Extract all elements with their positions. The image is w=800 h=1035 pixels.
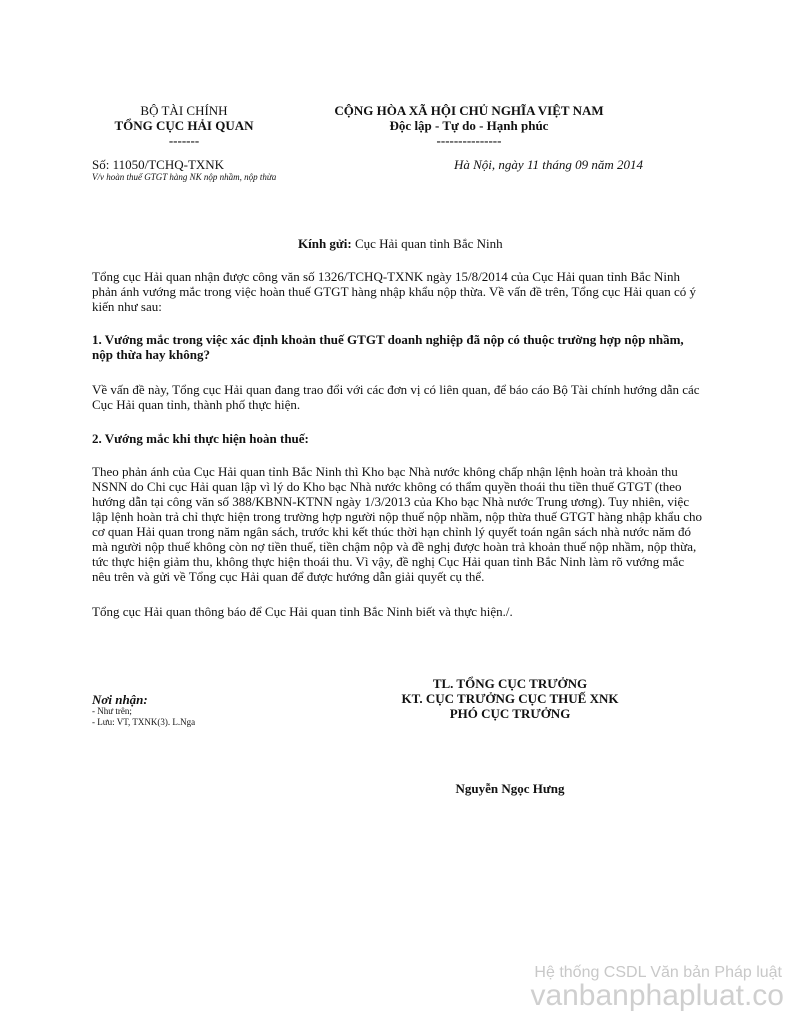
intro-paragraph: Tổng cục Hải quan nhận được công văn số 1326/TCHQ-TXNK ngày 15/8/2014 của Cục Hải quan tỉnh Bắc Ninh phản ánh vướng mắc trong việc hoàn thuế GTGT hàng nhập khẩu nộp thừa. Về vấn đề trên, Tổng cục Hải quan có ý kiến như sau: bbox=[92, 269, 696, 314]
place-and-date: Hà Nội, ngày 11 tháng 09 năm 2014 bbox=[454, 157, 643, 172]
signature-authority-line2: KT. CỤC TRƯỞNG CỤC THUẾ XNK bbox=[401, 691, 619, 706]
recipients-list bbox=[92, 706, 195, 728]
signer-name: Nguyễn Ngọc Hưng bbox=[455, 781, 565, 796]
closing-paragraph: Tổng cục Hải quan thông báo để Cục Hải quan tỉnh Bắc Ninh biết và thực hiện./. bbox=[92, 604, 513, 619]
watermark-site: vanbanphapluat.co bbox=[530, 979, 784, 1012]
recipient-name: Cục Hải quan tỉnh Bắc Ninh bbox=[351, 236, 503, 251]
department-name: TỔNG CỤC HẢI QUAN bbox=[114, 118, 254, 133]
recipients-title: Nơi nhận: bbox=[92, 692, 148, 707]
section-heading-1: 1. Vướng mắc trong việc xác định khoản thuế GTGT doanh nghiệp đã nộp có thuộc trường hợp nộp nhầm, nộp thừa hay không? bbox=[92, 332, 684, 362]
document-number: Số: 11050/TCHQ-TXNK bbox=[92, 157, 225, 172]
recipients-item: - Lưu: VT, TXNK(3). L.Nga bbox=[92, 717, 196, 727]
signature-authority-line1: TL. TỔNG CỤC TRƯỞNG bbox=[432, 676, 588, 691]
document-subject: V/v hoàn thuế GTGT hàng NK nộp nhầm, nộp thừa bbox=[92, 172, 277, 182]
header-left-separator: ------- bbox=[168, 133, 200, 148]
section-paragraph-2: Theo phản ánh của Cục Hải quan tỉnh Bắc Ninh thì Kho bạc Nhà nước không chấp nhận lệnh hoàn trả khoản thu NSNN do Chi cục Hải quan lập vì lý do Kho bạc Nhà nước không có thẩm quyền thoái thu tiền thuế GTGT (theo hướng dẫn tại công văn số 388/KBNN-KTNN ngày 1/3/2013 của Kho bạc Nhà nước Trung ương). Tuy nhiên, việc lập lệnh hoàn trả chỉ thực hiện trong trường hợp người nộp thuế nộp nhầm, nộp thừa thuế GTGT hàng nhập khẩu cho cơ quan Hải quan trong năm ngân sách, trước khi kết thúc thời hạn chỉnh lý quyết toán ngân sách nhà nước năm đó mà người nộp thuế không còn nợ tiền thuế, tiền chậm nộp và đề nghị được hoàn trả khoản thuế nộp nhầm, nộp thừa, tức thực hiện giảm thu, không thực hiện thoái thu. Vì vậy, đề nghị Cục Hải quan tỉnh Bắc Ninh làm rõ vướng mắc nêu trên và gửi về Tổng cục Hải quan để được hướng dẫn giải quyết cụ thể. bbox=[92, 464, 702, 584]
issuing-agency-header bbox=[92, 103, 276, 148]
signature-block bbox=[350, 676, 670, 721]
section-paragraph-1: Về vấn đề này, Tổng cục Hải quan đang trao đổi với các đơn vị có liên quan, để báo cáo Bộ Tài chính hướng dẫn các Cục Hải quan tỉnh, thành phố thực hiện. bbox=[92, 382, 700, 412]
header-right-separator: --------------- bbox=[436, 133, 502, 148]
recipient-label: Kính gửi: bbox=[298, 236, 352, 251]
recipient-line bbox=[298, 236, 503, 251]
watermark-caption: Hệ thống CSDL Văn bản Pháp luật bbox=[534, 964, 782, 981]
section-heading-2: 2. Vướng mắc khi thực hiện hoàn thuế: bbox=[92, 431, 309, 446]
recipients-item: - Như trên; bbox=[92, 706, 132, 716]
national-motto-header bbox=[318, 103, 620, 148]
signature-authority-line3: PHÓ CỤC TRƯỞNG bbox=[449, 706, 571, 721]
ministry-name: BỘ TÀI CHÍNH bbox=[140, 103, 228, 118]
country-name: CỘNG HÒA XÃ HỘI CHỦ NGHĨA VIỆT NAM bbox=[334, 103, 604, 118]
national-motto: Độc lập - Tự do - Hạnh phúc bbox=[389, 118, 549, 133]
